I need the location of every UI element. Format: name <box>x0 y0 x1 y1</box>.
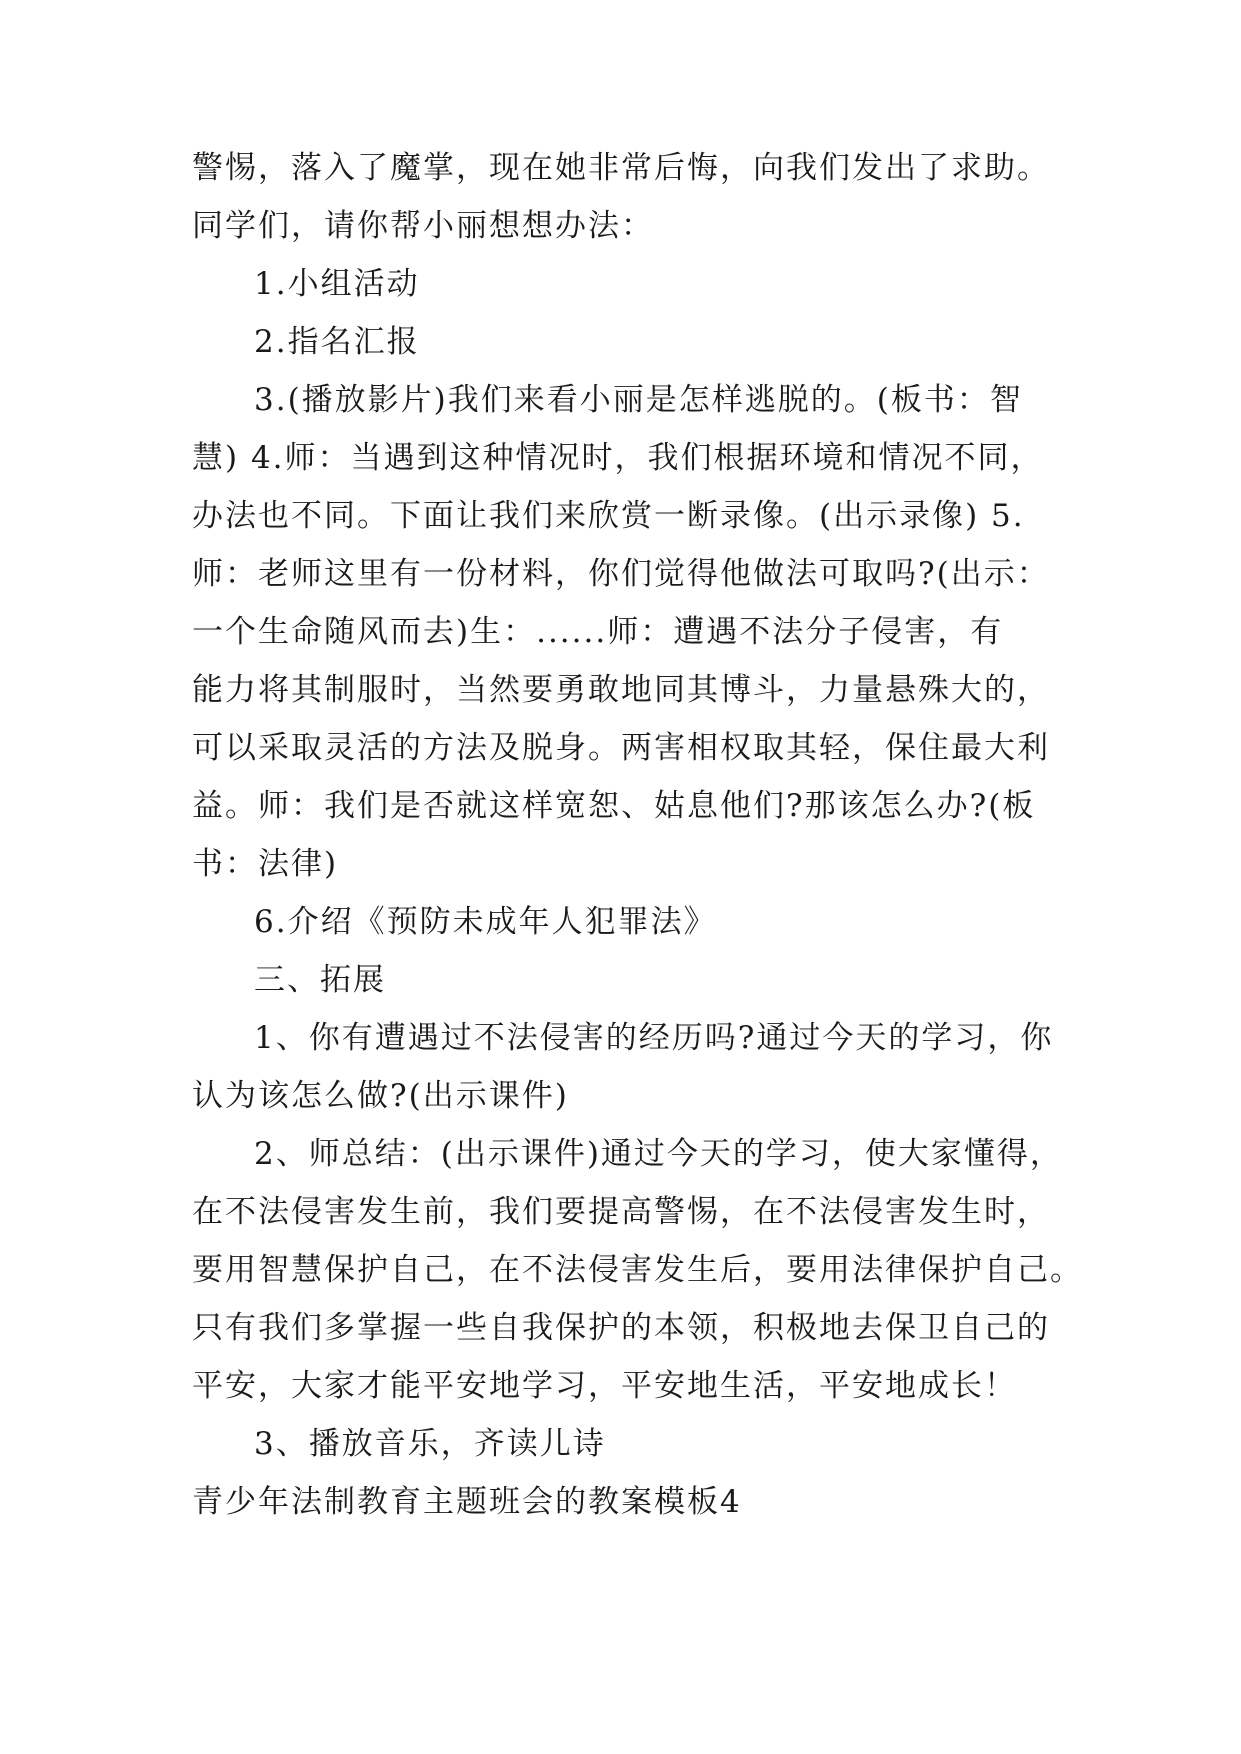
list-item-summary: 2、师总结：(出示课件)通过今天的学习，使大家懂得， <box>254 1136 1063 1172</box>
list-item-group-activity: 1.小组活动 <box>254 266 420 302</box>
section-heading-extension: 三、拓展 <box>254 962 386 998</box>
list-item-music: 3、播放音乐，齐读儿诗 <box>254 1426 606 1462</box>
paragraph-line: 可以采取灵活的方法及脱身。两害相权取其轻，保住最大利 <box>192 730 1050 766</box>
paragraph-line: 办法也不同。下面让我们来欣赏一断录像。(出示录像) 5. <box>192 498 1025 534</box>
paragraph-line: 能力将其制服时，当然要勇敢地同其博斗，力量悬殊大的， <box>192 672 1050 708</box>
paragraph-line: 只有我们多掌握一些自我保护的本领，积极地去保卫自己的 <box>192 1310 1050 1346</box>
paragraph-line: 书：法律) <box>192 846 339 882</box>
paragraph-line: 要用智慧保护自己，在不法侵害发生后，要用法律保护自己。 <box>192 1252 1083 1288</box>
list-item-play-film: 3.(播放影片)我们来看小丽是怎样逃脱的。(板书：智 <box>254 382 1023 418</box>
paragraph-line: 平安，大家才能平安地学习，平安地生活，平安地成长！ <box>192 1368 1017 1404</box>
paragraph-line: 同学们，请你帮小丽想想办法： <box>192 208 654 244</box>
paragraph-line: 在不法侵害发生前，我们要提高警惕，在不法侵害发生时， <box>192 1194 1050 1230</box>
list-item-question: 1、你有遭遇过不法侵害的经历吗?通过今天的学习，你 <box>254 1020 1054 1056</box>
document-heading: 青少年法制教育主题班会的教案模板4 <box>192 1484 742 1520</box>
list-item-law-intro: 6.介绍《预防未成年人犯罪法》 <box>254 904 717 940</box>
list-item-report: 2.指名汇报 <box>254 324 420 360</box>
paragraph-line: 认为该怎么做?(出示课件) <box>192 1078 569 1114</box>
paragraph-line: 师：老师这里有一份材料，你们觉得他做法可取吗?(出示： <box>192 556 1050 592</box>
paragraph-line: 益。师：我们是否就这样宽恕、姑息他们?那该怎么办?(板 <box>192 788 1036 824</box>
paragraph-line: 一个生命随风而去)生：......师：遭遇不法分子侵害，有 <box>192 614 1004 650</box>
paragraph-line: 警惕，落入了魔掌，现在她非常后悔，向我们发出了求助。 <box>192 150 1050 186</box>
paragraph-line: 慧) 4.师：当遇到这种情况时，我们根据环境和情况不同， <box>192 440 1044 476</box>
